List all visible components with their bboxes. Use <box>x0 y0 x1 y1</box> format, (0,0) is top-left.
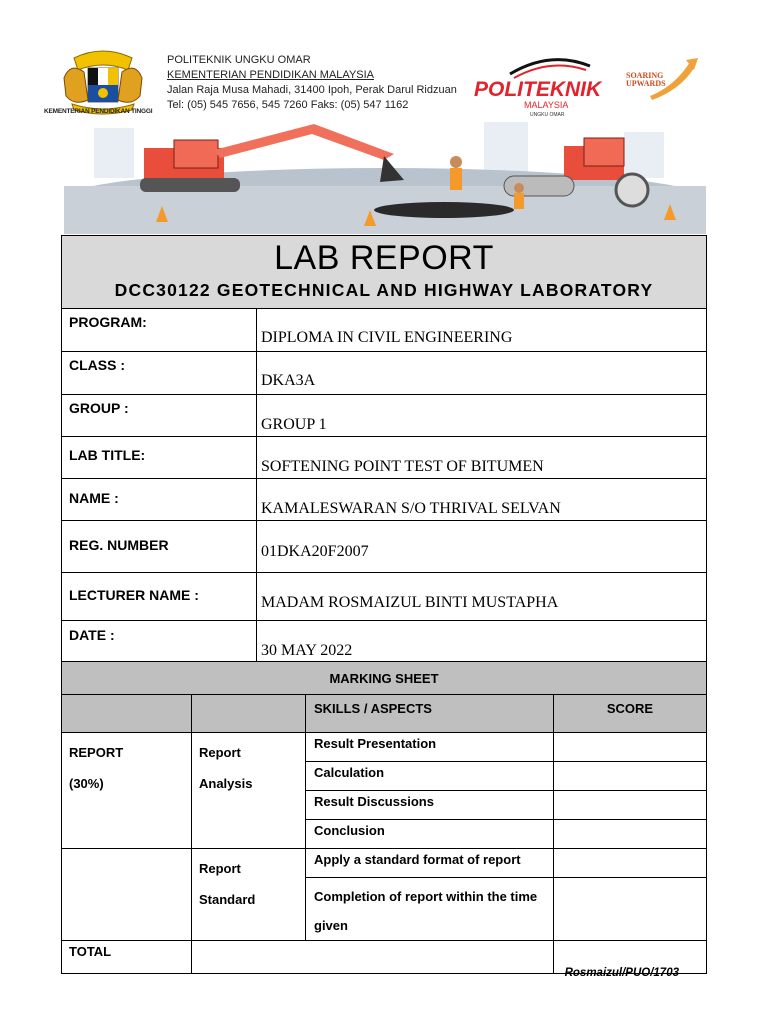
institution-phone: Tel: (05) 545 7656, 545 7260 Faks: (05) 547 1162 <box>167 99 409 111</box>
name-label: NAME : <box>62 479 257 521</box>
lecturer-value: MADAM ROSMAIZUL BINTI MUSTAPHA <box>257 573 707 621</box>
reg-number-label: REG. NUMBER <box>62 521 257 573</box>
group-label: GROUP : <box>62 395 257 437</box>
group-value: GROUP 1 <box>257 395 707 437</box>
total-label: TOTAL <box>62 941 192 974</box>
logo-subtext: MALAYSIA <box>524 100 569 110</box>
program-label: PROGRAM: <box>62 309 257 352</box>
aspect-result-discussions: Result Discussions <box>306 791 554 820</box>
soaring-upwards-logo <box>620 56 700 108</box>
logo-campus: UNGKU OMAR <box>530 112 565 118</box>
class-label: CLASS : <box>62 352 257 395</box>
institution-address: Jalan Raja Musa Mahadi, 31400 Ipoh, Perak Darul Ridzuan <box>167 84 457 96</box>
aspect-calculation: Calculation <box>306 762 554 791</box>
date-label: DATE : <box>62 621 257 662</box>
ministry-name: KEMENTERIAN PENDIDIKAN MALAYSIA <box>167 69 375 81</box>
marking-sheet-table <box>61 661 707 974</box>
politeknik-logo <box>470 52 625 120</box>
lab-title-label: LAB TITLE: <box>62 437 257 479</box>
reg-number-value: 01DKA20F2007 <box>257 521 707 573</box>
report-standard-group: Report Standard <box>192 849 306 941</box>
aspect-completion-time: Completion of report within the time given <box>306 878 554 941</box>
construction-banner-illustration <box>64 118 706 234</box>
report-category: REPORT (30%) <box>62 733 192 849</box>
score-header: SCORE <box>554 695 707 733</box>
score-cell[interactable] <box>554 762 707 791</box>
score-cell[interactable] <box>554 733 707 762</box>
report-title: LAB REPORT <box>274 239 494 277</box>
report-analysis-group: Report Analysis <box>192 733 306 849</box>
svg-text:SOARING: SOARING <box>626 71 664 80</box>
score-cell[interactable] <box>554 878 707 941</box>
name-value: KAMALESWARAN S/O THRIVAL SELVAN <box>257 479 707 521</box>
skills-aspects-header: SKILLS / ASPECTS <box>306 695 554 733</box>
aspect-conclusion: Conclusion <box>306 820 554 849</box>
date-value: 30 MAY 2022 <box>257 621 707 662</box>
lab-title-value: SOFTENING POINT TEST OF BITUMEN <box>257 437 707 479</box>
lecturer-label: LECTURER NAME : <box>62 573 257 621</box>
score-cell[interactable] <box>554 820 707 849</box>
crest-caption: KEMENTERIAN PENDIDIKAN TINGGI <box>44 108 153 115</box>
logo-text: POLITEKNIK <box>474 78 602 101</box>
aspect-standard-format: Apply a standard format of report <box>306 849 554 878</box>
score-cell[interactable] <box>554 791 707 820</box>
marking-sheet-title: MARKING SHEET <box>62 662 707 695</box>
aspect-result-presentation: Result Presentation <box>306 733 554 762</box>
institution-block <box>167 53 457 113</box>
program-value: DIPLOMA IN CIVIL ENGINEERING <box>257 309 707 352</box>
class-value: DKA3A <box>257 352 707 395</box>
institution-name: POLITEKNIK UNGKU OMAR <box>167 54 311 66</box>
report-header <box>62 236 707 309</box>
svg-text:UPWARDS: UPWARDS <box>626 79 666 88</box>
lab-report-table <box>61 235 707 662</box>
course-title: DCC30122 GEOTECHNICAL AND HIGHWAY LABORATORY <box>114 280 654 300</box>
document-code: Rosmaizul/PUO/1703 <box>564 967 679 979</box>
score-cell[interactable] <box>554 849 707 878</box>
